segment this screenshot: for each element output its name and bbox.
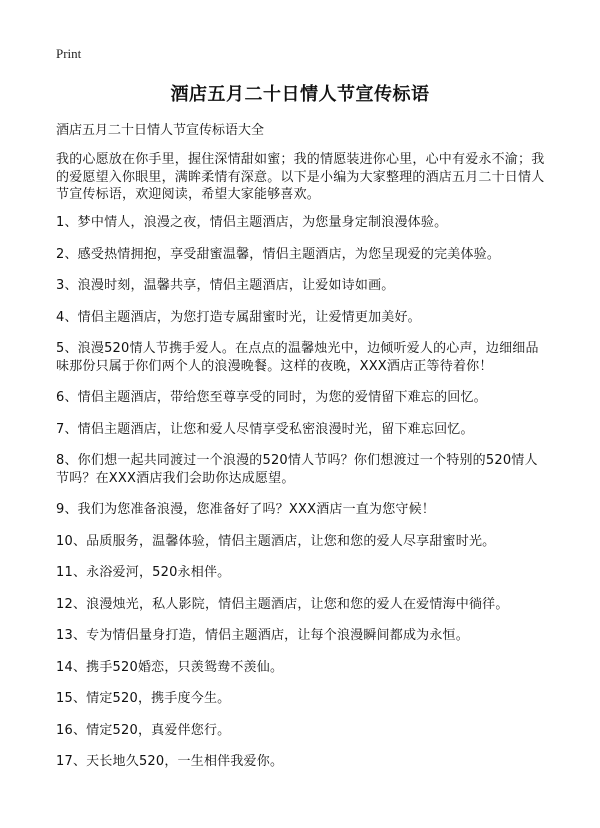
slogan-item: 14、携手520婚恋，只羡鸳鸯不羡仙。 — [56, 659, 284, 675]
print-link[interactable]: Print — [56, 46, 82, 61]
slogan-item: 5、浪漫520情人节携手爱人。在点点的温馨烛光中，边倾听爱人的心声，边细细品味那份只属于你们两个人的浪漫晚餐。这样的夜晚，XXX酒店正等待着你！ — [56, 341, 539, 374]
slogan-item: 3、浪漫时刻，温馨共享，情侣主题酒店，让爱如诗如画。 — [56, 278, 395, 293]
slogan-item: 8、你们想一起共同渡过一个浪漫的520情人节吗？你们想渡过一个特别的520情人节吗？在XXX酒店我们会助你达成愿望。 — [56, 453, 538, 486]
slogan-item: 15、情定520，携手度今生。 — [56, 691, 231, 706]
slogan-item: 17、天长地久520，一生相伴我爱你。 — [56, 754, 284, 769]
slogan-list — [56, 214, 550, 785]
slogan-item: 6、情侣主题酒店，带给您至尊享受的同时，为您的爱情留下难忘的回忆。 — [56, 390, 487, 405]
document-title: 酒店五月二十日情人节宣传标语 — [170, 84, 430, 105]
slogan-item: 12、浪漫烛光，私人影院，情侣主题酒店，让您和您的爱人在爱情海中徜徉。 — [56, 596, 509, 612]
slogan-item: 11、永浴爱河，520永相伴。 — [56, 565, 231, 580]
slogan-item: 1、梦中情人，浪漫之夜，情侣主题酒店，为您量身定制浪漫体验。 — [56, 215, 448, 230]
slogan-item: 2、感受热情拥抱，享受甜蜜温馨，情侣主题酒店，为您呈现爱的完美体验。 — [56, 246, 501, 262]
slogan-item: 7、情侣主题酒店，让您和爱人尽情享受私密浪漫时光，留下难忘回忆。 — [56, 421, 474, 437]
slogan-item: 16、情定520，真爱伴您行。 — [56, 722, 231, 738]
slogan-item: 10、品质服务，温馨体验，情侣主题酒店，让您和您的爱人尽享甜蜜时光。 — [56, 533, 496, 549]
intro-paragraph: 我的心愿放在你手里，握住深情甜如蜜；我的情愿装进你心里，心中有爱永不渝；我的爱愿望入你眼里，满眸柔情有深意。以下是小编为大家整理的酒店五月二十日情人节宣传标语，欢迎阅读，希望大家能够喜欢。 — [56, 152, 545, 202]
slogan-item: 9、我们为您准备浪漫，您准备好了吗？XXX酒店一直为您守候！ — [56, 502, 435, 517]
document-subtitle: 酒店五月二十日情人节宣传标语大全 — [56, 123, 265, 138]
slogan-item: 13、专为情侣量身打造，情侣主题酒店，让每个浪漫瞬间都成为永恒。 — [56, 628, 469, 643]
slogan-item: 4、情侣主题酒店，为您打造专属甜蜜时光，让爱情更加美好。 — [56, 309, 421, 325]
